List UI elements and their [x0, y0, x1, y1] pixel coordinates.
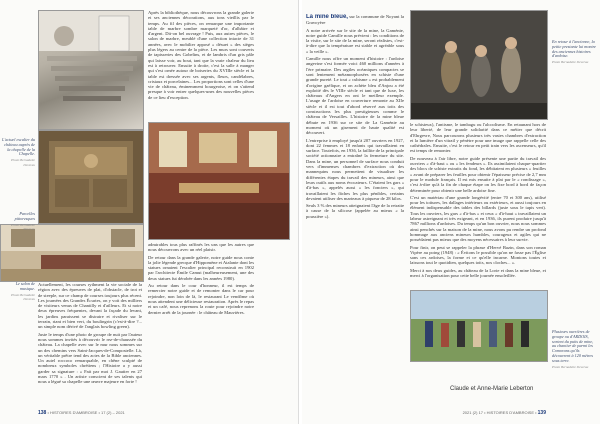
article-author: Claude et Anne-Marie Leberton: [450, 386, 534, 392]
right-caption-2: [552, 330, 596, 369]
right-caption-2-text: Plusieurs ouvrières de groupe ou d'ARDOIS, sortent du puits de mine, au chantier de parmi les Comorans qu'ils découvrent à 120 mètres sous terre.: [552, 329, 594, 363]
right-caption-1-credit: Photo Bernadette Deverau: [552, 60, 589, 65]
left-folio: [38, 410, 125, 416]
photo-altar: [38, 130, 144, 224]
left-caption-2-text: Parcelles pittoresques: [14, 211, 35, 221]
left-col1-para-1: Actuellement, les courses rythment la vie sociale de la région avec des épreuves de plat, d'obstacle, de trot et de steeple, sur ce champ de courses toujours plus récent. Les journées des Grandes Écuries, on y voit des milliers de visiteurs venus de Chantilly et d'ailleurs. Et si notre deux épreuves fréquentes, devant la façade du levant, les jardins paraissent se distraire et rivaliser sur le terrain, riant et bien vert, du boulingrin (c'est-à-dire ?... un simple nom dérivé de l'anglais bowling green).: [38, 282, 142, 330]
left-caption-2-credit: Photo Bernadette Deverau: [11, 222, 35, 232]
left-col2b-para-3: Au retour dans le cour d'honneur, il est temps de remercier notre guide et de remonter dans le car pour rejoindre, non loin de là, le restaurant Le vendôme où nous attendent une délicieuse restauration. Après le repas et un café, nous reprenons la route pour rejoindre notre dernier arrêt de la journée : le château de Mauvières.: [148, 283, 254, 315]
right-col2-para-2: De nouveau à l'air libre, notre guide présente une partie du travail des ouvriers « d'à-haut » ou « les fendeurs ». Ils assimilaient chaque-quartier des blocs de schiste extraits du fond, les débitaient en plusieurs « feuilles » avant de préparer les feuilles pour obtenir l'épaisseur précise de 2,7 mm pour le module français. Il est mis ensuite à plat par le « rondissage », c'est à-dire qu'à la fin de chaque étape on les fixe bord à bord de façon déterminée pour obtenir une belle ardoise fine.: [410, 155, 546, 193]
left-col2-para-1: Après la bibliothèque, nous découvrons la grande galerie et ses anciennes décorations, aux tons vieillis par le temps. Au fil des pièces, on remarque une importante table de marbre sombre marqueté d'or, d'albâtre et d'argent. Dit-on bel ouvrage ! Puis, aux autres pièces, le salon de marbre, meublé d'une collection intacte de 31 années, avec le mobilier apposé « désuet » des sièges plus légers au centre de la pièce. Les murs sont couverts de tapisseries des Gobelins, et de lambris d'un gris pâle qui laisse voir, au bout, tant que la vraie chaleur du lieu est à retrouver. Ensuite à droite, c'est la salle à manger qui s'est ornée autour de boiseries du XVIIIe siècle et la table est dressée avec ses argents, fleurs, candélabres, cristaux et porcelaines... Les proportions sont celles d'une vie de château, éminemment bourgeoise, et on s'attend presque à voir entrer quelques-unes des nouvelles pièces de ce lieu d'exception.: [148, 10, 254, 100]
left-caption-1: [2, 138, 35, 168]
right-col1-para-4: Seuls 3 % des mineurs atteignaient l'âge de la retraite à cause de la silicose (appelée au mieux « la poussière »).: [306, 203, 404, 219]
photo-group-outdoors: [410, 290, 548, 362]
left-folio-text: • HISTOIRES D'AMBROISE • 17 (2) – 2021: [47, 410, 125, 415]
right-page: [302, 0, 600, 424]
left-caption-1-credit: Photo Bernadette Deverau: [11, 158, 35, 167]
right-col2-para-3: C'est un matériau d'une grande longévité (entre 70 et 300 ans), utilisé pour les toitures, les dallages intérieurs ou extérieurs, et aussi toujours en élément indispensable des tables des billards (juste sous le tapis vert). Tous les ouvriers, les gars « d'à-bas » et ceux « d'à-haut » travaillaient un labeur astreignant et très exigeant, et en 1936, ils purent produire jusqu'à 7867 millions d'ardoises. Du temps qu'un bon ouvrier, nous nous sommes ainsi penchés sur la maison de la mine, nous avons pu rendre un profond hommage aux anciens mineurs humbles, courageux et agiles qui ne possédaient pas mieux que des moyens nécessaires à leur survie.: [410, 194, 546, 243]
right-page-number: 139: [537, 410, 546, 416]
left-col2b-para-1: admirables tous plus raffinés les uns que les autres que nous découvrons avec un réel plaisir.: [148, 242, 254, 253]
altar-illustration: [39, 131, 143, 223]
right-column-1: [306, 14, 404, 406]
right-folio-text: 2021 (2) 17 • HISTOIRES D'AMBROISE •: [462, 410, 537, 415]
mine-visit-illustration: [411, 11, 547, 119]
left-caption-3-text: Le salon de musique.: [15, 281, 35, 291]
left-column-2-bottom: [148, 242, 254, 408]
salon-illustration: [1, 222, 143, 281]
photo-staircase: [38, 10, 144, 130]
left-column-2-top: [148, 10, 254, 118]
left-col1-para-2: Juste le temps d'une photo de groupe de nuit par l'auteur nous sommes invités à découvrir le rez-de-chaussée du château. La chapelle avec sur le mur nous sommes sur un des chemins vers Saint-Jacques-de-Compostelle. Là, un véritable prêtre tend des actes de la Bible anciennes. Un autel roccoco remarquable, en chêne sculpté de nombreux symboles chrétiens ; l'Histoire a y aussi garder sa signature : « Fait par moi J. Gautier en 27 mars 1770 » . Un artiste conscient de ses talents qui nous a légué sa chapelle une œuvre majeure en forte !: [38, 331, 142, 385]
dining-room-illustration: [149, 123, 289, 239]
group-outdoors-illustration: [411, 291, 547, 361]
right-col2-para-4: Pour finir, on peut se rappeler la phrase d'Hervé Bazin, dans son roman Vipère au poing (1948) : « Évitons le possible qu'on ne fasse pas l'Église sans ces ardoises, la forme et ce qu'elle incarne. Montons toutes et laissons tout le quotidien, quelques toits, nos cloches... ».: [410, 244, 546, 266]
left-col2b-para-2: De retour dans la grande galerie, notre guide nous conte la jolie légende grecque d'Hippomène et Atalante dont les statues ornaient l'escalier principal reconstruit en 1902 par l'architecte Émile Camut (malheureusement, une des deux statues fut dérobée dans les années 1980).: [148, 254, 254, 281]
right-col1-para-3: L'entreprise à employé jusqu'à 207 ouvriers en 1927, dont 22 femmes et 18 enfants qui travaillaient en surface. Toutefois, en 1936, la faillite de la principale société actionnaire a entraîné la fermeture du site. Dans la mine, un personnel de surface nous conduit vers d'immenses chambres d'extraction où des mannequins nous permettent de visualiser les différentes étapes du travail des mineurs, ainsi que leurs outils aux noms évocateurs. C'étaient les gars « d'à-bas », appelés aussi « les fonciers », qui travaillaient les fâches les plus pénibles, certains devaient utiliser des marteaux à piqueur de 28 kilos.: [306, 137, 404, 201]
right-col2-para-5: Merci à nos deux guides, au château de la Lorie et dans la mine bleue, et merci à l'organisation pour cette belle journée ensoleillée.: [410, 267, 546, 279]
right-folio: [463, 410, 546, 416]
headline-title: La mine bleue,: [306, 14, 348, 20]
right-col1-para-1: A notre arrivée sur le site de la mine, la Gaménie, notre guide Camille nous prévient : les conditions de la visite, sur le site de la mine, seront réalistes, c'est-à-dire que la température est stable et agréable sous « la veille ».: [306, 27, 404, 54]
photo-salon: [0, 224, 144, 282]
right-col2-para-1: le schisteux), l'antisme, le tambagu ou l'alcoolisme. En retaunant hors de leur liberté, de leur grande solidarité dans ce métier que décrit d'Ehrgevre, Nous parcourons plusieurs très vastes chambres d'extraction et la lumière d'un vitrail y pénètre pour une image que rappelle celle des cathédrales. Ensuite, c'est le retour en petit train vers les ascenseurs, qu'il est temps de remonter.: [410, 122, 546, 154]
left-caption-1-text: L'actuel escalier du château auprès de la chapelle de la Chapelle.: [2, 137, 35, 157]
right-caption-2-credit: Photo Bernadette Deverau: [552, 364, 589, 369]
photo-dining-room: [148, 122, 290, 240]
right-caption-1-text: En retour à l'ancienne, la petite prestante lui montre des anciennes histoires d'ardoise.: [552, 39, 596, 59]
right-headline: [306, 14, 404, 26]
left-column-1: [38, 282, 142, 408]
staircase-illustration: [39, 11, 143, 129]
left-caption-3-credit: Photo Bernadette Deverau: [11, 292, 35, 302]
right-col1-para-2: Camille nous offre un moment d'histoire : l'ardoise angevine s'est formée voici 460 millions d'années à l'ère primaire. Des argiles océaniques compactes se sont lentement métamorphosées en schiste d'une grande pureté. Le tout « cubisme » est probablement d'origine gaélique, et on achète bleu d'Anjou a été exploité dès le VIIIe siècle et tant que de luxe, les châteaux d'Angers en ont le meilleur exemple. L'usage de l'ardoise en couverture remonte au XIIe siècle et il est tout d'abord réservé aux toits des constructions les plus prestigieuses comme le château de Versailles. L'histoire de la mine bleue débute en 1936 sur ce site de La Gaménie au moment où un gisement de haute qualité est découvert.: [306, 56, 404, 136]
left-page-number: 138: [38, 410, 47, 416]
headline-rest: sur la commune de Noyant la Gravoyère: [306, 14, 404, 26]
photo-mine-visit: [410, 10, 548, 120]
left-page: [0, 0, 299, 424]
left-caption-2: [2, 212, 35, 232]
left-caption-3: [2, 282, 35, 302]
right-caption-1: [552, 40, 596, 65]
